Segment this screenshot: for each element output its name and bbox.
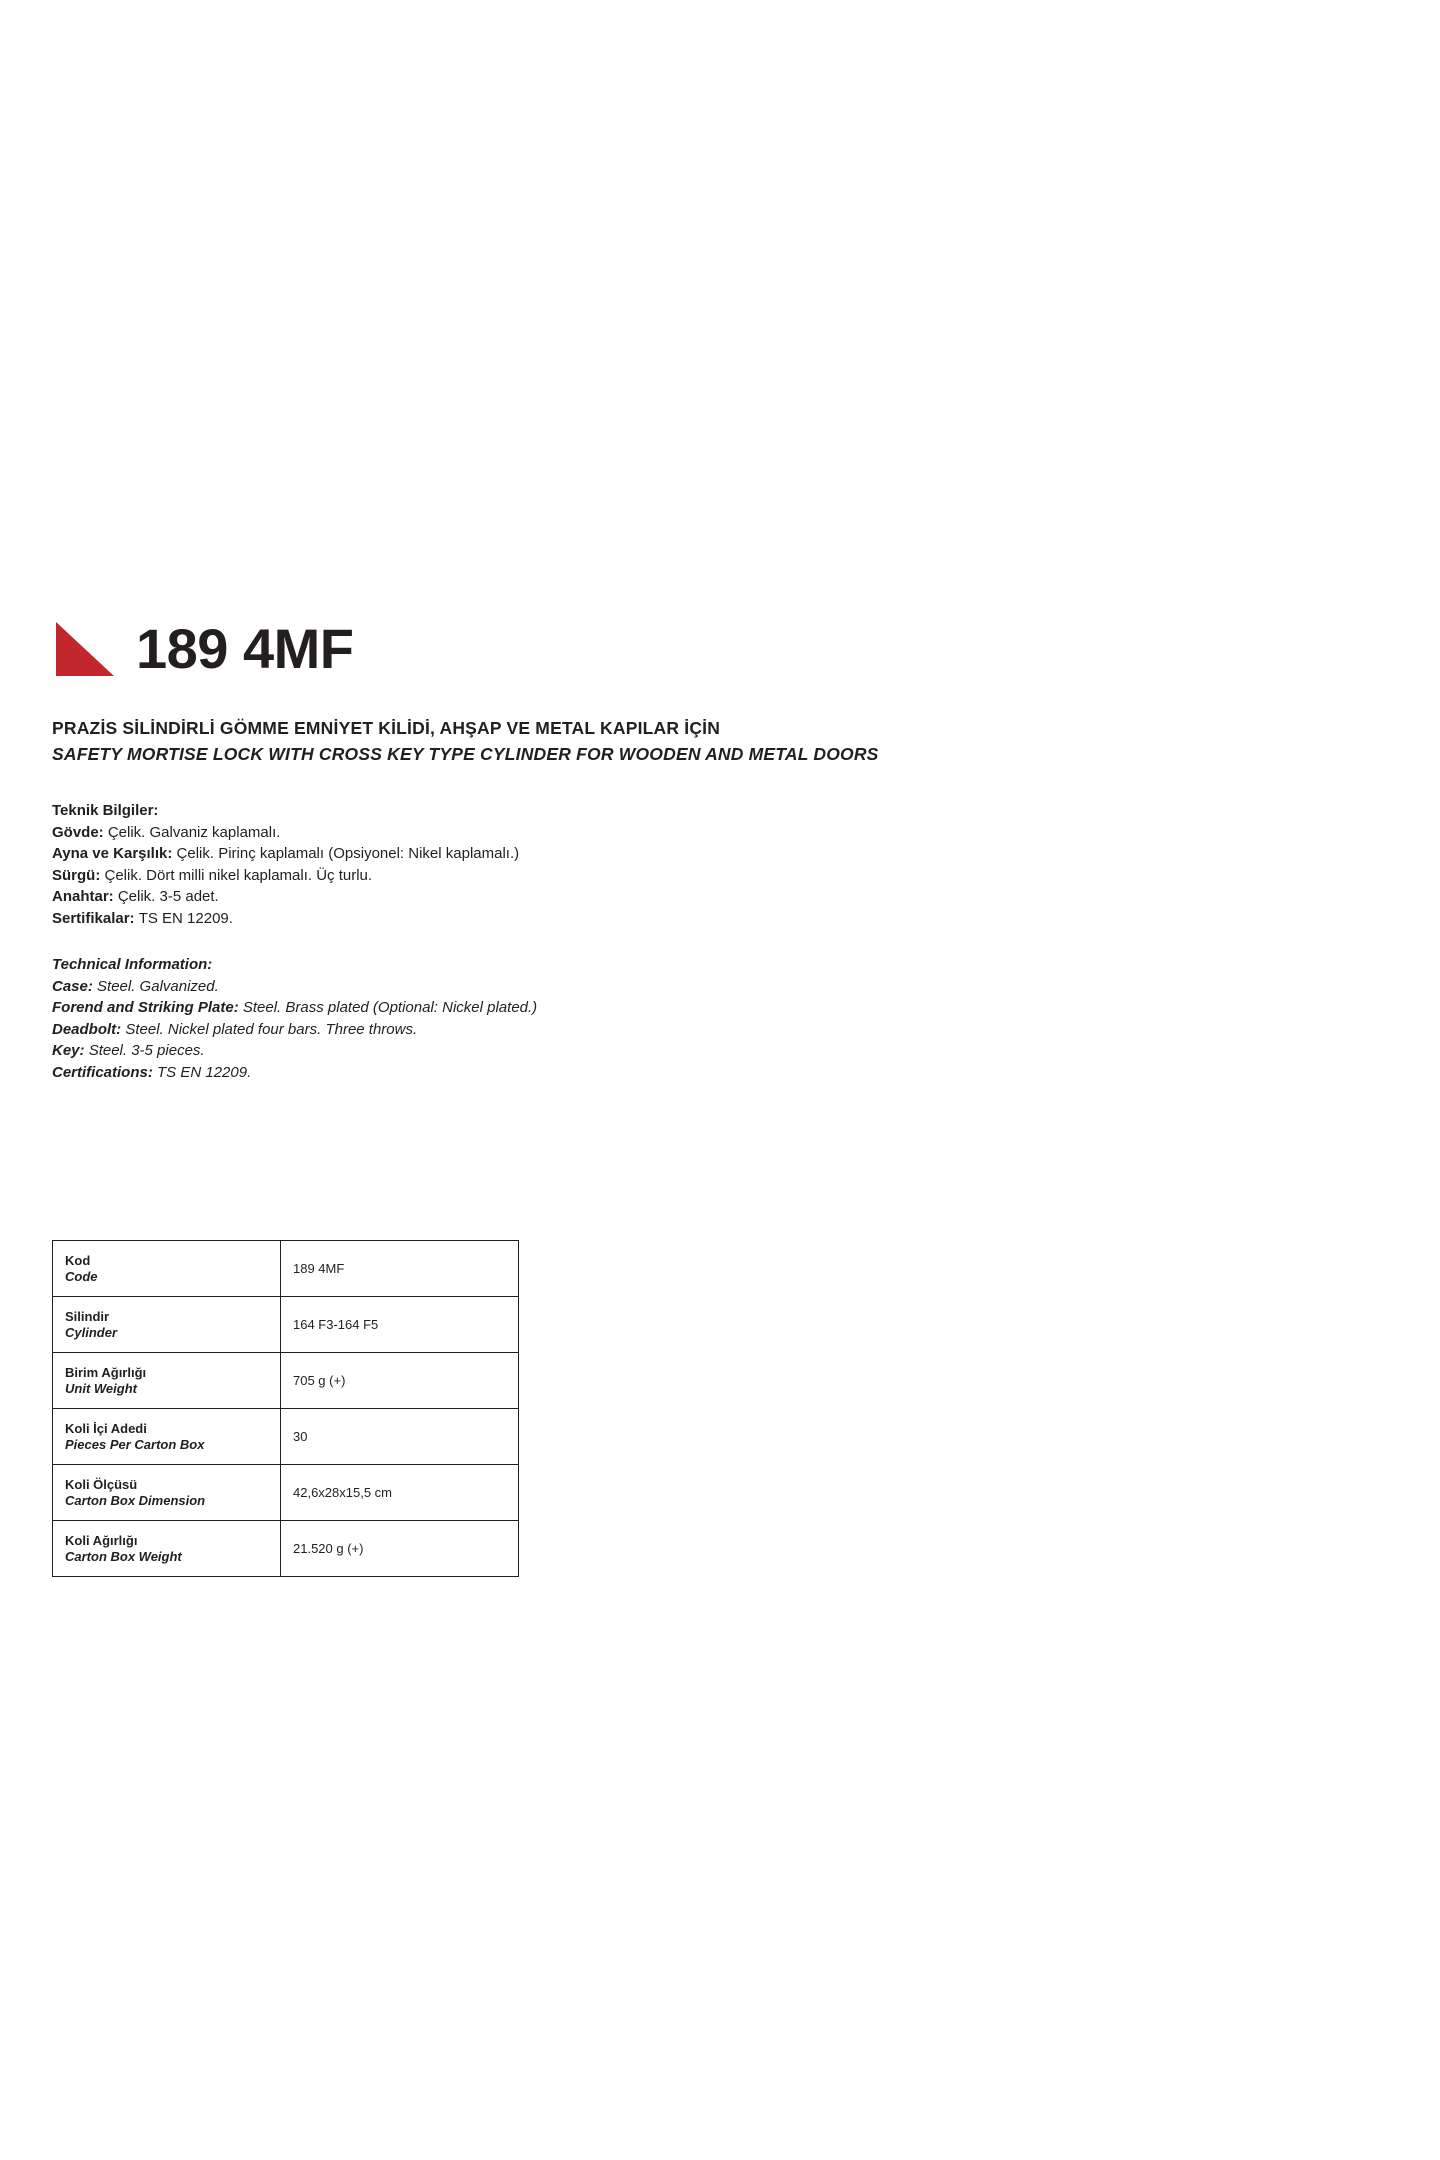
table-row bbox=[53, 1353, 519, 1409]
label-english: Unit Weight bbox=[65, 1380, 137, 1396]
specification-table bbox=[52, 1240, 519, 1577]
spec-row bbox=[52, 1062, 537, 1084]
page-title: 189 4MF bbox=[136, 617, 354, 680]
spec-row bbox=[52, 908, 519, 930]
spec-label: Certifications: bbox=[52, 1063, 158, 1081]
technical-info-turkish bbox=[52, 800, 519, 929]
label-turkish: Koli Ölçüsü bbox=[65, 1476, 138, 1492]
spec-row bbox=[52, 865, 519, 887]
table-row bbox=[53, 1297, 519, 1353]
table-cell-value: 189 4MF bbox=[281, 1241, 519, 1297]
spec-value: TS EN 12209. bbox=[138, 909, 233, 927]
label-turkish: Birim Ağırlığı bbox=[65, 1364, 147, 1380]
table-cell-value: 21.520 g (+) bbox=[281, 1521, 519, 1577]
spec-value: Çelik. Dört milli nikel kaplamalı. Üç turlu. bbox=[104, 866, 373, 884]
label-turkish: Koli Ağırlığı bbox=[65, 1532, 138, 1548]
table-row bbox=[53, 1409, 519, 1465]
spec-label: Ayna ve Karşılık: bbox=[52, 845, 177, 862]
spec-value: Steel. Brass plated (Optional: Nickel plated.) bbox=[242, 999, 538, 1016]
technical-info-english-heading: Technical Information: bbox=[52, 956, 213, 973]
spec-row bbox=[52, 822, 519, 844]
table-cell-value: 42,6x28x15,5 cm bbox=[281, 1465, 519, 1521]
label-english: Cylinder bbox=[65, 1324, 118, 1340]
spec-label: Sürgü: bbox=[52, 866, 105, 884]
technical-info-english bbox=[52, 954, 537, 1083]
spec-row bbox=[52, 997, 537, 1019]
spec-value: Steel. Nickel plated four bars. Three throws. bbox=[125, 1020, 418, 1038]
spec-label: Deadbolt: bbox=[52, 1020, 126, 1038]
spec-label: Key: bbox=[52, 1042, 89, 1059]
table-cell-label bbox=[53, 1521, 281, 1577]
red-triangle-logo-icon bbox=[52, 618, 118, 680]
spec-value: TS EN 12209. bbox=[157, 1063, 252, 1081]
label-turkish: Silindir bbox=[65, 1308, 110, 1324]
spec-label: Gövde: bbox=[52, 823, 108, 841]
label-english: Pieces Per Carton Box bbox=[65, 1436, 205, 1452]
spec-row bbox=[52, 1040, 537, 1062]
spec-row bbox=[52, 843, 519, 865]
spec-label: Case: bbox=[52, 977, 98, 995]
spec-label: Forend and Striking Plate: bbox=[52, 999, 243, 1016]
spec-label: Anahtar: bbox=[52, 888, 118, 905]
subtitle-turkish: PRAZİS SİLİNDİRLİ GÖMME EMNİYET KİLİDİ, AHŞAP VE METAL KAPILAR İÇİN bbox=[52, 718, 721, 738]
spec-label: Sertifikalar: bbox=[52, 909, 139, 927]
product-title-row bbox=[52, 618, 354, 680]
table-cell-value: 30 bbox=[281, 1409, 519, 1465]
table-cell-label bbox=[53, 1241, 281, 1297]
spec-row bbox=[52, 886, 519, 908]
label-english: Carton Box Weight bbox=[65, 1548, 182, 1564]
table-cell-label bbox=[53, 1409, 281, 1465]
table-cell-value: 164 F3-164 F5 bbox=[281, 1297, 519, 1353]
spec-value: Steel. 3-5 pieces. bbox=[88, 1042, 205, 1059]
table-cell-label bbox=[53, 1297, 281, 1353]
table-cell-label bbox=[53, 1353, 281, 1409]
spec-value: Çelik. 3-5 adet. bbox=[117, 888, 219, 905]
label-turkish: Kod bbox=[65, 1252, 91, 1268]
table-row bbox=[53, 1241, 519, 1297]
spec-row bbox=[52, 1019, 537, 1041]
table-cell-value: 705 g (+) bbox=[281, 1353, 519, 1409]
spec-value: Çelik. Pirinç kaplamalı (Opsiyonel: Nikel kaplamalı.) bbox=[176, 845, 520, 862]
label-english: Code bbox=[65, 1268, 98, 1284]
label-english: Carton Box Dimension bbox=[65, 1492, 206, 1508]
table-cell-label bbox=[53, 1465, 281, 1521]
spec-value: Çelik. Galvaniz kaplamalı. bbox=[107, 823, 281, 841]
table-row bbox=[53, 1465, 519, 1521]
spec-row bbox=[52, 976, 537, 998]
spec-value: Steel. Galvanized. bbox=[97, 977, 219, 995]
table-row bbox=[53, 1521, 519, 1577]
label-turkish: Koli İçi Adedi bbox=[65, 1420, 147, 1436]
subtitle-english: SAFETY MORTISE LOCK WITH CROSS KEY TYPE CYLINDER FOR WOODEN AND METAL DOORS bbox=[52, 744, 879, 764]
technical-info-turkish-heading: Teknik Bilgiler: bbox=[52, 802, 159, 819]
